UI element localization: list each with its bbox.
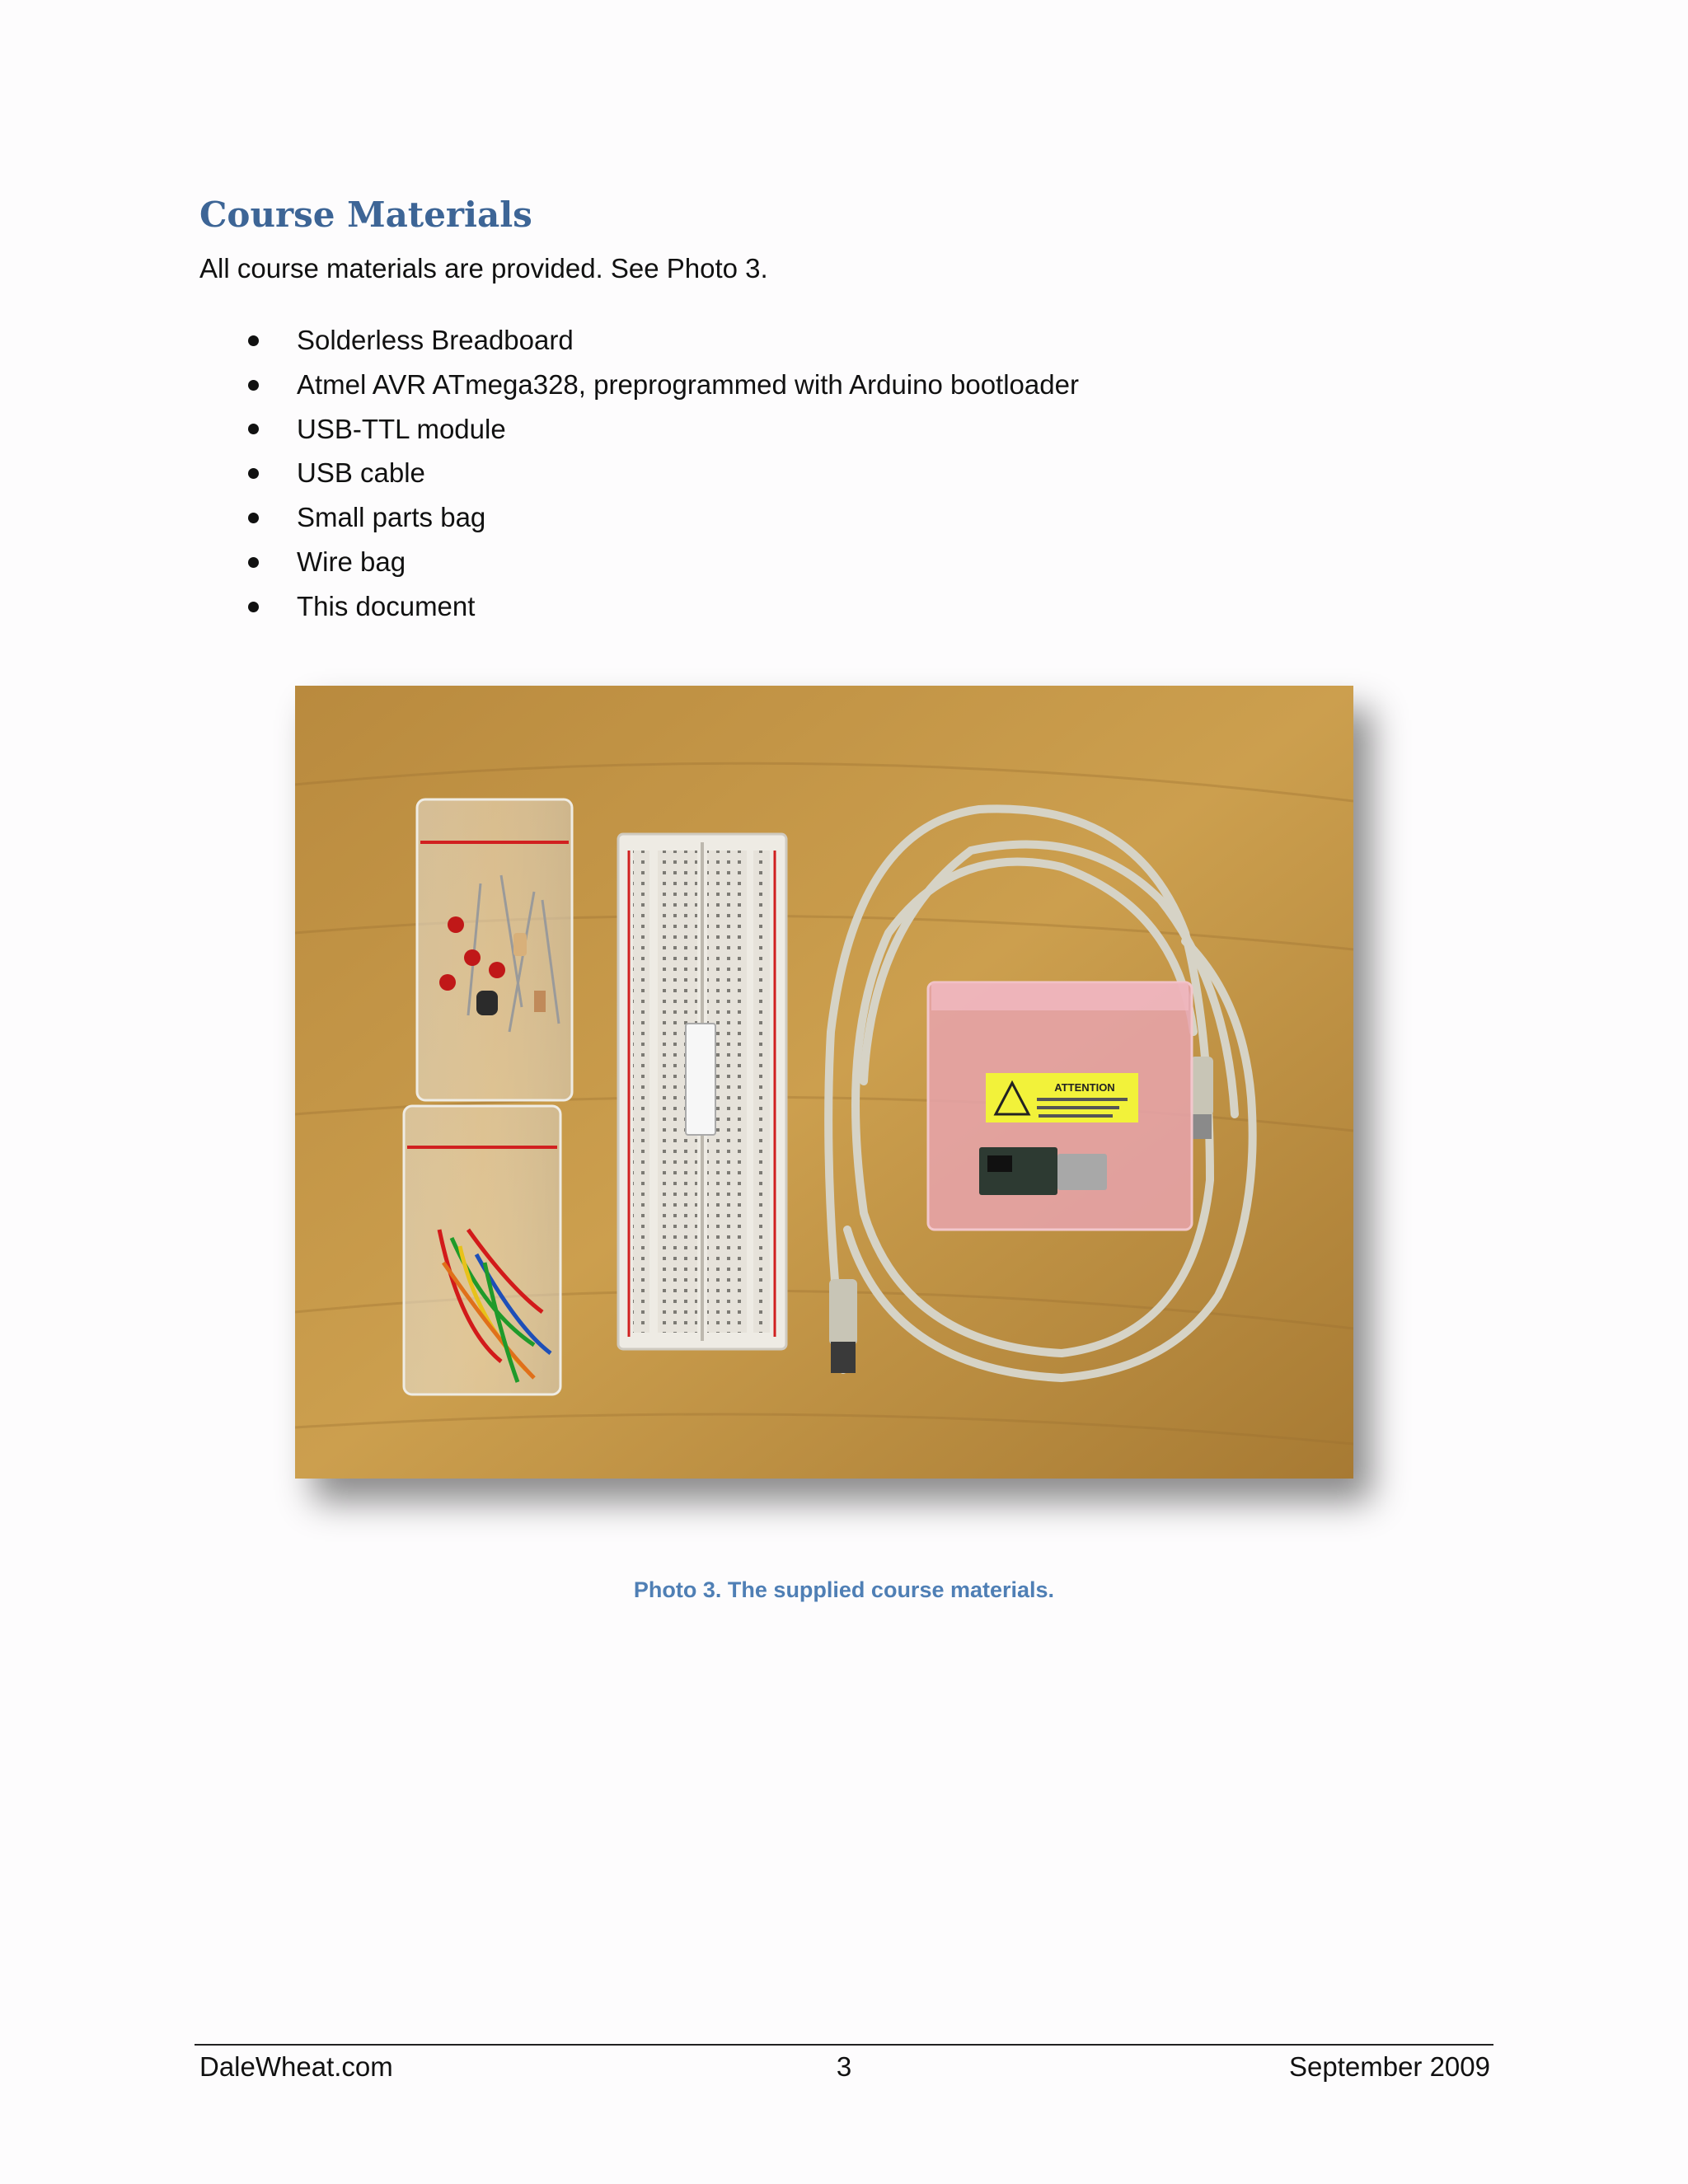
list-item (199, 540, 1079, 584)
list-item-label: Small parts bag (297, 502, 486, 533)
list-item-label: Wire bag (297, 546, 406, 577)
list-item (199, 363, 1079, 407)
intro-text: All course materials are provided. See Photo 3. (199, 253, 768, 284)
list-item-label: Solderless Breadboard (297, 325, 574, 355)
materials-list (199, 318, 1079, 629)
small-parts-bag (417, 799, 572, 1100)
usb-a-plug (829, 1279, 857, 1345)
wire-bag (404, 1106, 560, 1394)
course-materials-photo (295, 686, 1353, 1479)
section-heading: Course Materials (199, 194, 532, 235)
list-item (199, 407, 1079, 452)
usb-b-plug (1190, 1057, 1213, 1116)
list-item (199, 451, 1079, 495)
photo-caption: Photo 3. The supplied course materials. (633, 1577, 1055, 1602)
bullet-icon (248, 513, 259, 523)
bullet-icon (248, 335, 259, 346)
bullet-icon (248, 602, 259, 612)
antistatic-bag-usb-ttl-module (928, 982, 1192, 1230)
list-item-label: USB cable (297, 457, 425, 489)
footer-divider (195, 2044, 1493, 2046)
bullet-icon (248, 557, 259, 568)
footer-date: September 2009 (1288, 2051, 1490, 2082)
bullet-icon (248, 380, 259, 391)
list-item-label: USB-TTL module (297, 413, 506, 444)
esd-label-text: ATTENTION (1054, 1081, 1115, 1094)
list-item-label: Atmel AVR ATmega328, preprogrammed with Arduino bootloader (297, 368, 1079, 400)
list-item (199, 495, 1079, 540)
bullet-icon (248, 468, 259, 479)
bullet-icon (248, 424, 259, 434)
footer-site: DaleWheat.com (199, 2051, 393, 2082)
page-number: 3 (836, 2051, 852, 2082)
list-item (199, 318, 1079, 363)
list-item (199, 584, 1079, 629)
list-item-label: This document (297, 590, 476, 621)
solderless-breadboard (618, 834, 786, 1349)
